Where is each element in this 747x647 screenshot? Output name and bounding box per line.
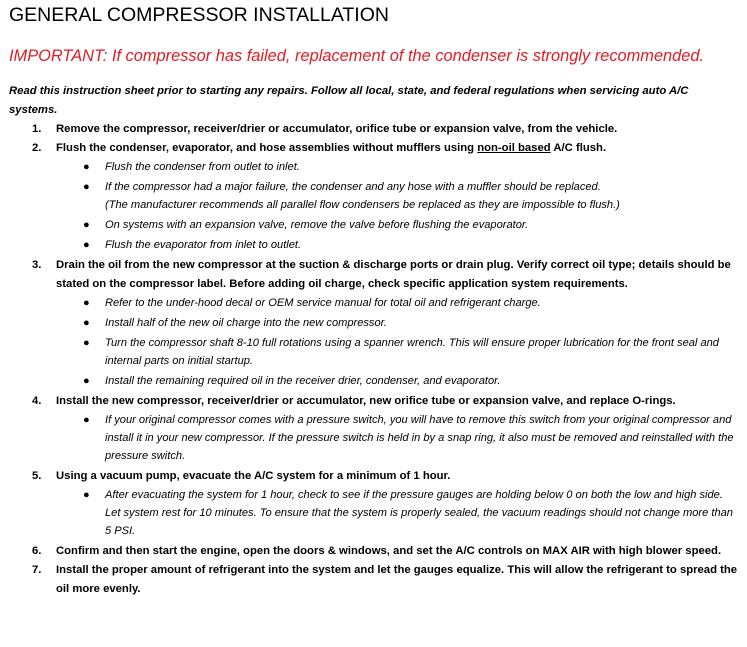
step-text: Install the new compressor, receiver/drier or accumulator, new orifice tube or expansion valve, and replace O-rings.	[56, 395, 676, 407]
sub-item: ● If your original compressor comes with a pressure switch, you will have to remove this switch from your original compressor and install it in your new compressor. If the pressure switch is held in by a snap ring, it also must be removed and reinstalled with the pressure switch.	[56, 411, 738, 467]
bullet-icon: ●	[83, 375, 90, 387]
sub-item: ● If the compressor had a major failure, the condenser and any hose with a muffler should be replaced. (The manufacturer recommends all parallel flow condensers be replaced as they are impossible to flush.)	[56, 178, 738, 216]
sub-item: ● On systems with an expansion valve, remove the valve before flushing the evaporator.	[56, 216, 738, 236]
step-5	[9, 467, 738, 542]
bullet-icon: ●	[83, 219, 90, 231]
step-number: 1.	[32, 123, 42, 135]
step-number: 6.	[32, 545, 42, 557]
sub-item: ● Flush the condenser from outlet to inlet.	[56, 158, 738, 178]
important-notice: IMPORTANT: If compressor has failed, replacement of the condenser is strongly recommended.	[9, 47, 705, 65]
underlined-phrase: non-oil based	[477, 142, 551, 154]
sub-item: ● After evacuating the system for 1 hour, check to see if the pressure gauges are holding below 0 on both the low and high side. Let system rest for 10 minutes. To ensure that the system is properly sealed, the vacuum readings should not change more than 5 PSI.	[56, 486, 738, 542]
sub-note: (The manufacturer recommends all parallel flow condensers be replaced as they are impossible to flush.)	[105, 199, 620, 211]
sub-item: ● Turn the compressor shaft 8-10 full rotations using a spanner wrench. This will ensure proper lubrication for the front seal and internal parts on initial startup.	[56, 334, 738, 372]
sub-item: ● Install the remaining required oil in the receiver drier, condenser, and evaporator.	[56, 372, 738, 392]
step-6	[9, 542, 738, 561]
sub-item: ● Install half of the new oil charge into the new compressor.	[56, 314, 738, 334]
step-3	[9, 256, 738, 392]
sub-item: ● Refer to the under-hood decal or OEM service manual for total oil and refrigerant charge.	[56, 294, 738, 314]
step-text-before: Flush the condenser, evaporator, and hose assemblies without mufflers using	[56, 142, 478, 154]
step-4	[9, 392, 738, 467]
step-text: Drain the oil from the new compressor at the suction & discharge ports or drain plug. Verify correct oil type; details should be stated on the compressor label. Before adding oil charge, check specific application system requirements.	[56, 259, 731, 290]
bullet-icon: ●	[83, 489, 90, 501]
steps-list	[9, 120, 738, 599]
intro-paragraph: Read this instruction sheet prior to starting any repairs. Follow all local, state, and federal regulations when servicing auto A/C systems.	[9, 85, 689, 116]
sub-list	[56, 411, 738, 467]
step-number: 4.	[32, 395, 42, 407]
bullet-icon: ●	[83, 337, 90, 349]
page-title: GENERAL COMPRESSOR INSTALLATION	[9, 4, 389, 26]
step-2	[9, 139, 738, 256]
step-text: Remove the compressor, receiver/drier or accumulator, orifice tube or expansion valve, from the vehicle.	[56, 123, 618, 135]
bullet-icon: ●	[83, 239, 90, 251]
bullet-icon: ●	[83, 161, 90, 173]
sub-list	[56, 486, 738, 542]
step-7	[9, 561, 738, 599]
step-text: Confirm and then start the engine, open the doors & windows, and set the A/C controls on MAX AIR with high blower speed.	[56, 545, 722, 557]
step-number: 7.	[32, 564, 42, 576]
step-text: Using a vacuum pump, evacuate the A/C system for a minimum of 1 hour.	[56, 470, 451, 482]
step-number: 2.	[32, 142, 42, 154]
step-number: 5.	[32, 470, 42, 482]
step-text: Install the proper amount of refrigerant into the system and let the gauges equalize. This will allow the refrigerant to spread the oil more evenly.	[56, 564, 738, 595]
bullet-icon: ●	[83, 414, 90, 426]
bullet-icon: ●	[83, 317, 90, 329]
step-1	[9, 120, 738, 139]
sub-item: ● Flush the evaporator from inlet to outlet.	[56, 236, 738, 256]
sub-list	[56, 158, 738, 256]
step-number: 3.	[32, 259, 42, 271]
bullet-icon: ●	[83, 297, 90, 309]
step-text-after: A/C flush.	[550, 142, 607, 154]
step-text	[56, 139, 738, 158]
bullet-icon: ●	[83, 181, 90, 193]
sub-list	[56, 294, 738, 392]
